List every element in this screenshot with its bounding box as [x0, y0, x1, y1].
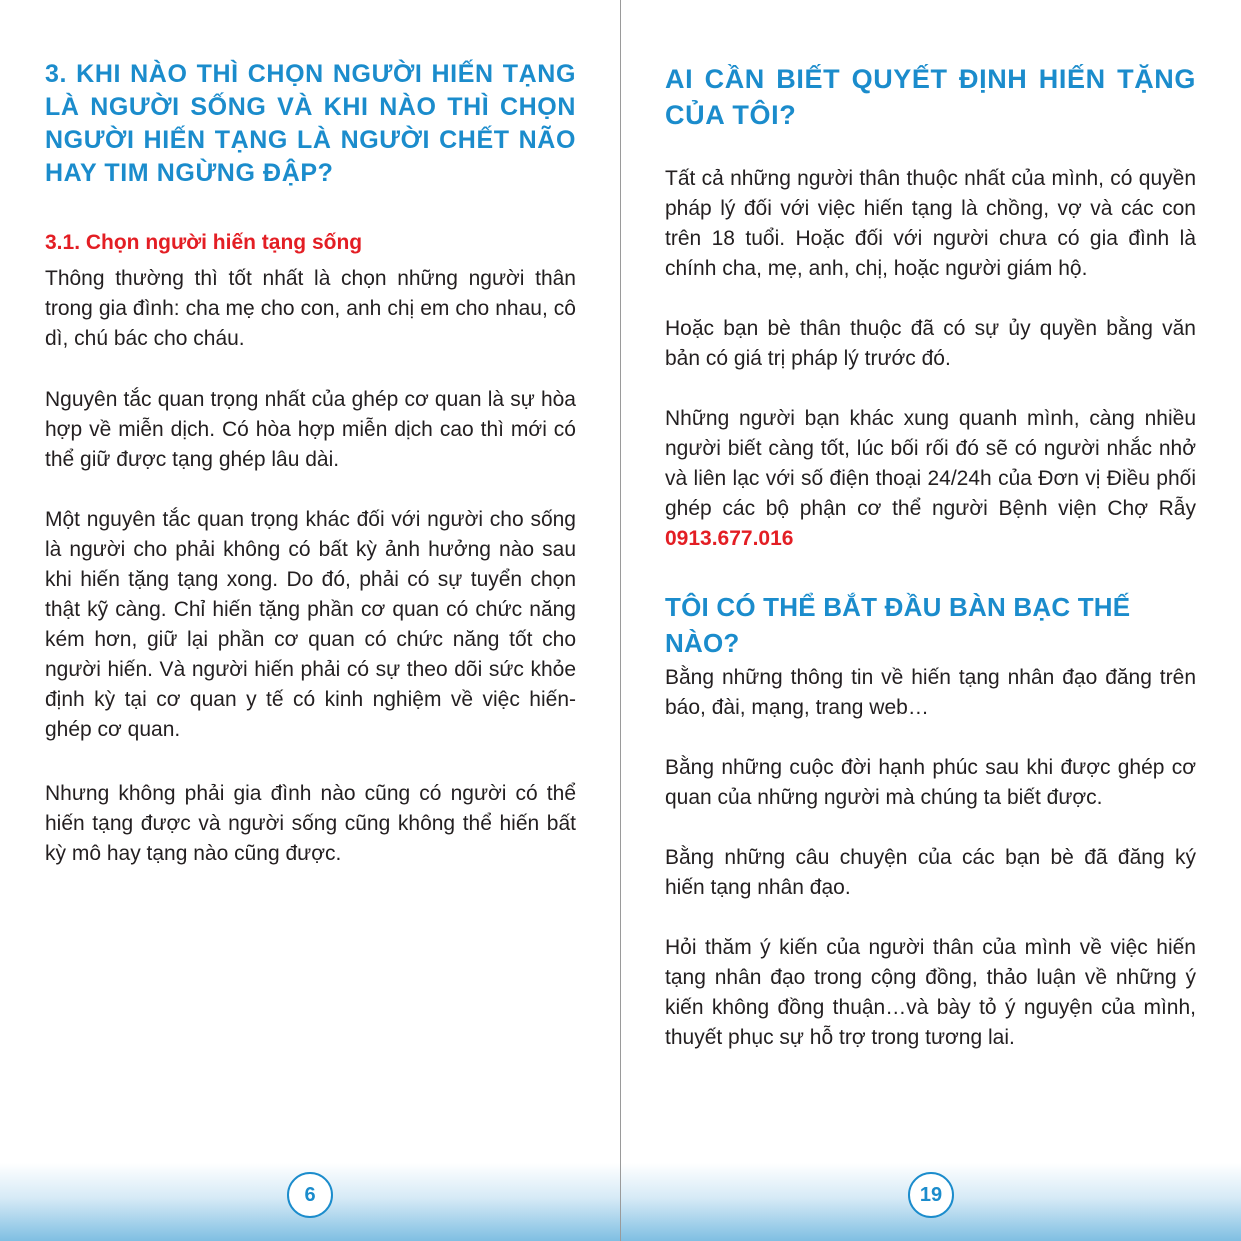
left-paragraph-4: Nhưng không phải gia đình nào cũng có người có thể hiến tạng được và người sống cũng không thể hiến bất kỳ mô hay tạng nào cũng được.: [45, 782, 576, 865]
right-paragraph-4: Bằng những thông tin về hiến tạng nhân đạo đăng trên báo, đài, mạng, trang web…: [665, 666, 1196, 719]
right-paragraph-6: Bằng những câu chuyện của các bạn bè đã đăng ký hiến tạng nhân đạo.: [665, 846, 1196, 899]
left-page: [0, 0, 620, 1241]
left-paragraph-2: Nguyên tắc quan trọng nhất của ghép cơ quan là sự hòa hợp về miễn dịch. Có hòa hợp miễn dịch cao thì mới có thể giữ được tạng ghép lâu dài.: [45, 388, 576, 471]
right-paragraph-2: Hoặc bạn bè thân thuộc đã có sự ủy quyền bằng văn bản có giá trị pháp lý trước đó.: [665, 317, 1196, 370]
how-to-start-heading: TÔI CÓ THỂ BẮT ĐẦU BÀN BẠC THẾ NÀO?: [665, 592, 1131, 658]
subsection-3-1-heading: 3.1. Chọn người hiến tạng sống: [45, 231, 363, 254]
right-paragraph-3: [665, 404, 1196, 554]
section-3-heading: 3. KHI NÀO THÌ CHỌN NGƯỜI HIẾN TẠNG LÀ NGƯỜI SỐNG VÀ KHI NÀO THÌ CHỌN NGƯỜI HIẾN TẠNG LÀ NGƯỜI CHẾT NÃO HAY TIM NGỪNG ĐẬP?: [45, 60, 576, 187]
who-needs-to-know-heading: AI CẦN BIẾT QUYẾT ĐỊNH HIẾN TẶNG CỦA TÔI?: [665, 64, 1196, 130]
right-paragraph-3-text: Những người bạn khác xung quanh mình, càng nhiều người biết càng tốt, lúc bối rối đó sẽ có người nhắc nhở và liên lạc với số điện thoại 24/24h của Đơn vị Điều phối ghép các bộ phận cơ thể người Bệnh viện Chợ Rẫy: [665, 407, 1196, 520]
page-number-badge-6: 6: [287, 1172, 333, 1218]
right-page: [621, 0, 1241, 1241]
page-number-badge-19: 19: [908, 1172, 954, 1218]
hotline-phone-number: 0913.677.016: [665, 527, 794, 550]
right-paragraph-7: Hỏi thăm ý kiến của người thân của mình về việc hiến tạng nhân đạo trong cộng đồng, thảo luận về những ý kiến không đồng thuận…và bày tỏ ý nguyện của mình, thuyết phục sự hỗ trợ trong tương lai.: [665, 936, 1196, 1049]
right-paragraph-1: Tất cả những người thân thuộc nhất của mình, có quyền pháp lý đối với việc hiến tạng là chồng, vợ và các con trên 18 tuổi. Hoặc đối với người chưa có gia đình là chính cha, mẹ, anh, chị, hoặc người giám hộ.: [665, 167, 1196, 280]
right-paragraph-5: Bằng những cuộc đời hạnh phúc sau khi được ghép cơ quan của những người mà chúng ta biết được.: [665, 756, 1196, 809]
left-paragraph-1: Thông thường thì tốt nhất là chọn những người thân trong gia đình: cha mẹ cho con, anh chị em cho nhau, cô dì, chú bác cho cháu.: [45, 267, 576, 350]
left-paragraph-3: Một nguyên tắc quan trọng khác đối với người cho sống là người cho phải không có bất kỳ ảnh hưởng nào sau khi hiến tặng tạng xong. Do đó, phải có sự tuyển chọn thật kỹ càng. Chỉ hiến tặng phần cơ quan có chức năng kém hơn, giữ lại phần cơ quan có chức năng tốt cho người hiến. Và người hiến phải có sự theo dõi sức khỏe định kỳ tại cơ quan y tế có kinh nghiệm về việc hiến-ghép cơ quan.: [45, 508, 576, 741]
